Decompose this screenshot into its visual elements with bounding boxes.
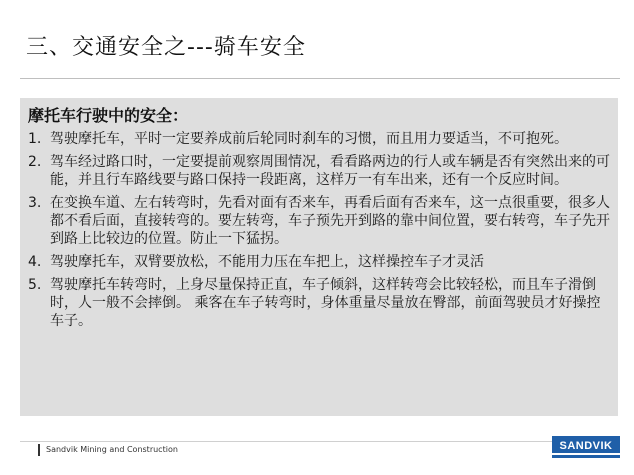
list-item: [28, 130, 614, 148]
item-text: 驾驶摩托车转弯时，上身尽量保持正直，车子倾斜，这样转弯会比较轻松，而且车子滑倒时，人一般不会摔倒。 乘客在车子转弯时，身体重量尽量放在臀部，前面驾驶员才好操控车子。: [50, 277, 601, 329]
list-item: [28, 194, 614, 248]
footer-divider: [20, 441, 618, 442]
item-text: 在变换车道、左右转弯时，先看对面有否来车，再看后面有否来车，这一点很重要，很多人都不看后面，直接转弯的。要左转弯，车子预先开到路的靠中间位置，要右转弯，车子先开到路上比较边的位置。防止一下猛拐。: [50, 195, 610, 247]
item-text: 驾车经过路口时，一定要提前观察周围情况，看看路两边的行人或车辆是否有突然出来的可能，并且行车路线要与路口保持一段距离，这样万一有车出来，还有一个反应时间。: [50, 154, 610, 188]
logo-text: SANDVIK: [559, 440, 613, 452]
item-number: 2.: [28, 154, 42, 170]
list-item: [28, 153, 614, 189]
item-number: 4.: [28, 254, 42, 270]
footer-company: Sandvik Mining and Construction: [46, 445, 178, 454]
item-number: 5.: [28, 277, 42, 293]
content-box: [20, 98, 618, 416]
item-number: 1.: [28, 131, 42, 147]
sandvik-logo: [552, 436, 620, 460]
footer-marker: [38, 444, 40, 456]
item-text: 驾驶摩托车，平时一定要养成前后轮同时刹车的习惯，而且用力要适当，不可抱死。: [50, 131, 568, 147]
list-item: [28, 253, 614, 271]
content-body: [28, 106, 614, 335]
item-text: 驾驶摩托车，双臂要放松，不能用力压在车把上，这样操控车子才灵活: [50, 254, 484, 270]
list-item: [28, 276, 614, 330]
section-heading: 摩托车行驶中的安全：: [28, 106, 189, 125]
title-divider: [20, 78, 620, 79]
item-number: 3.: [28, 195, 42, 211]
slide-title: 三、交通安全之---骑车安全: [26, 35, 306, 60]
